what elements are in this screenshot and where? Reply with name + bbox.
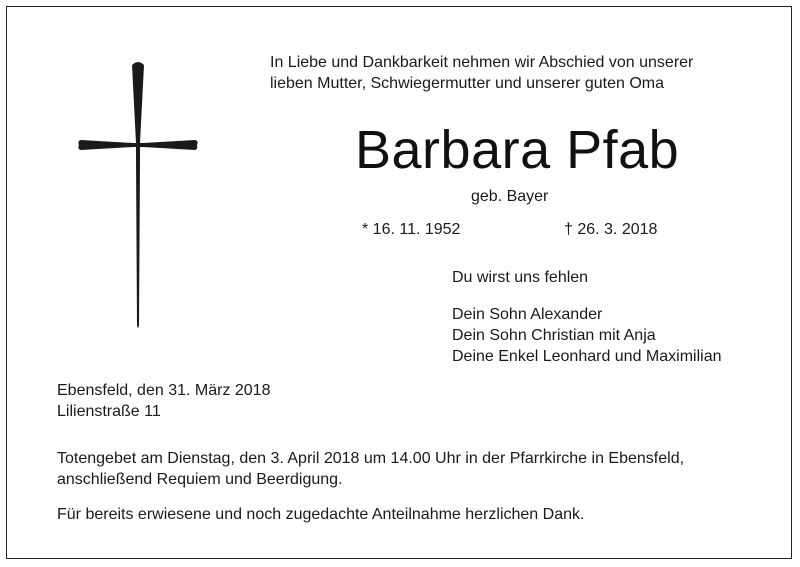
birth-date: * 16. 11. 1952 bbox=[362, 221, 461, 238]
deceased-name: Barbara Pfab bbox=[355, 120, 680, 180]
thanks-line: Für bereits erwiesene und noch zugedachte Anteilnahme herzlichen Dank. bbox=[57, 506, 585, 523]
family-member: Dein Sohn Alexander bbox=[452, 306, 603, 323]
family-member: Deine Enkel Leonhard und Maximilian bbox=[452, 348, 722, 365]
death-date: † 26. 3. 2018 bbox=[564, 221, 658, 238]
place-and-address bbox=[57, 380, 270, 422]
funeral-line: anschließend Requiem und Beerdigung. bbox=[57, 471, 343, 488]
obituary-card bbox=[6, 6, 792, 559]
birth-name: geb. Bayer bbox=[471, 188, 549, 205]
farewell-line: Du wirst uns fehlen bbox=[452, 269, 589, 286]
family-list bbox=[452, 304, 722, 367]
family-member: Dein Sohn Christian mit Anja bbox=[452, 327, 656, 344]
intro-text bbox=[270, 52, 693, 94]
address: Lilienstraße 11 bbox=[57, 403, 161, 420]
funeral-notice bbox=[57, 448, 684, 490]
intro-line: In Liebe und Dankbarkeit nehmen wir Abschied von unserer bbox=[270, 54, 694, 71]
place-date: Ebensfeld, den 31. März 2018 bbox=[57, 382, 271, 399]
christian-cross-icon bbox=[77, 59, 199, 331]
intro-line: lieben Mutter, Schwiegermutter und unserer guten Oma bbox=[270, 75, 664, 92]
funeral-line: Totengebet am Dienstag, den 3. April 2018 um 14.00 Uhr in der Pfarrkirche in Ebensfeld, bbox=[57, 450, 685, 467]
